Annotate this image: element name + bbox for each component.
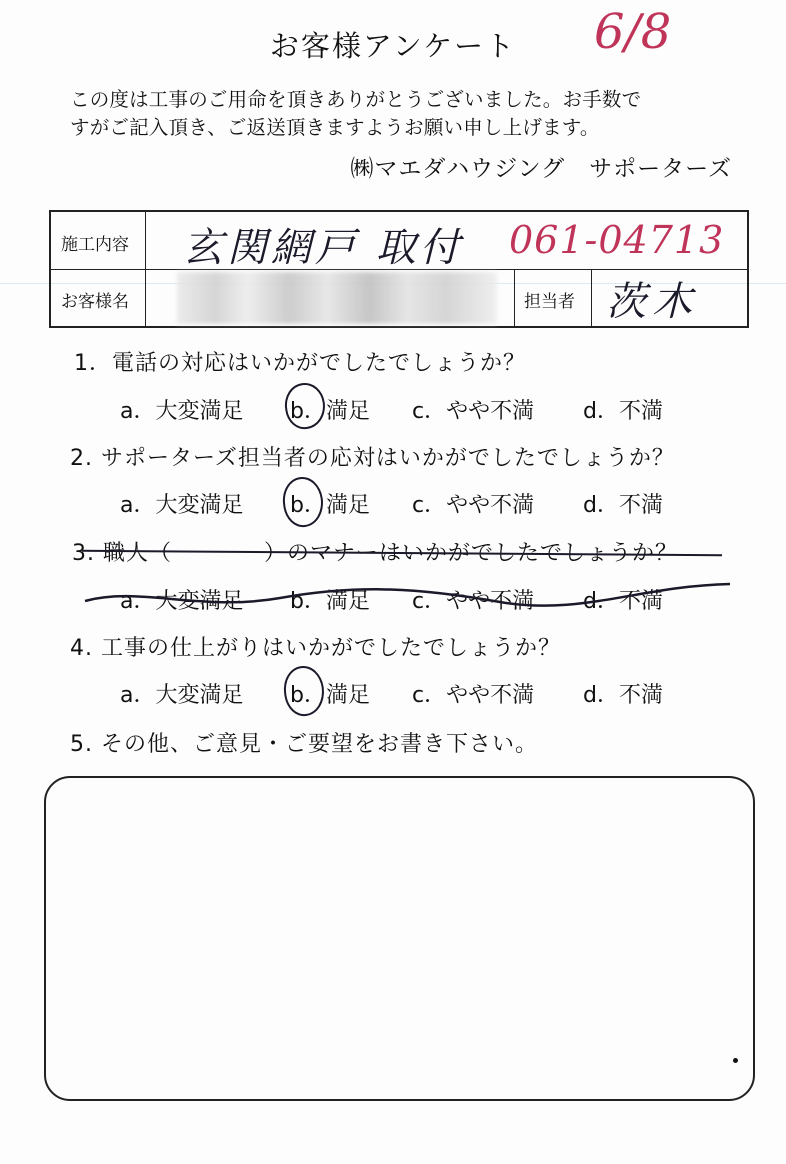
option-b: b．満足 bbox=[290, 493, 370, 518]
option-a: a．大変満足 bbox=[120, 399, 244, 424]
option-b: b．満足 bbox=[290, 683, 370, 708]
job-number: 061-04713 bbox=[509, 218, 725, 262]
table-divider bbox=[514, 269, 515, 326]
pen-mark bbox=[733, 1058, 738, 1063]
option-d: d．不満 bbox=[583, 683, 663, 708]
option-a: a．大変満足 bbox=[120, 493, 244, 518]
strike-wave-q3 bbox=[80, 576, 740, 616]
question-2: 2. サポーターズ担当者の応対はいかがでしたでしょうか？ bbox=[70, 446, 675, 471]
option-c: c．やや不満 bbox=[412, 683, 535, 708]
info-table bbox=[49, 210, 749, 328]
staff-name-value: 茨木 bbox=[606, 279, 698, 325]
option-b: b．満足 bbox=[290, 589, 370, 614]
customer-name-label: お客様名 bbox=[61, 292, 129, 312]
question-1: 1．電話の対応はいかがでしたでしょうか？ bbox=[74, 351, 526, 376]
intro-text bbox=[70, 86, 750, 142]
selection-circle-q4 bbox=[281, 663, 328, 718]
table-divider bbox=[145, 212, 146, 326]
intro-line-2: すがご記入頂き、ご返送頂きますようお願い申し上げます。 bbox=[70, 116, 600, 139]
option-c: c．やや不満 bbox=[412, 493, 535, 518]
question-5: 5. その他、ご意見・ご要望をお書き下さい。 bbox=[70, 732, 538, 757]
comment-box[interactable] bbox=[44, 776, 755, 1101]
intro-line-1: この度は工事のご用命を頂きありがとうございました。お手数で bbox=[70, 88, 642, 111]
option-c: c．やや不満 bbox=[412, 589, 535, 614]
option-d: d．不満 bbox=[583, 493, 663, 518]
staff-label: 担当者 bbox=[524, 292, 575, 312]
option-d: d．不満 bbox=[583, 589, 663, 614]
survey-title: お客様アンケート bbox=[269, 29, 517, 63]
work-content-label: 施工内容 bbox=[61, 235, 129, 255]
work-content-value: 玄関網戸 取付 bbox=[183, 225, 464, 271]
option-c: c．やや不満 bbox=[412, 399, 535, 424]
redacted-customer-name bbox=[177, 272, 497, 324]
option-a: a．大変満足 bbox=[120, 683, 244, 708]
company-name: ㈱マエダハウジング サポーターズ bbox=[350, 156, 732, 182]
option-b: b．満足 bbox=[290, 399, 370, 424]
option-d: d．不満 bbox=[583, 399, 663, 424]
handwritten-date: 6/8 bbox=[594, 4, 672, 60]
selection-circle-q2 bbox=[280, 474, 327, 529]
question-3: 3. 職人（ ）のマナーはいかがでしたでしょうか？ bbox=[72, 541, 678, 566]
option-a: a．大変満足 bbox=[120, 589, 244, 614]
question-4: 4. 工事の仕上がりはいかがでしたでしょうか？ bbox=[70, 636, 561, 661]
table-divider bbox=[591, 269, 592, 326]
